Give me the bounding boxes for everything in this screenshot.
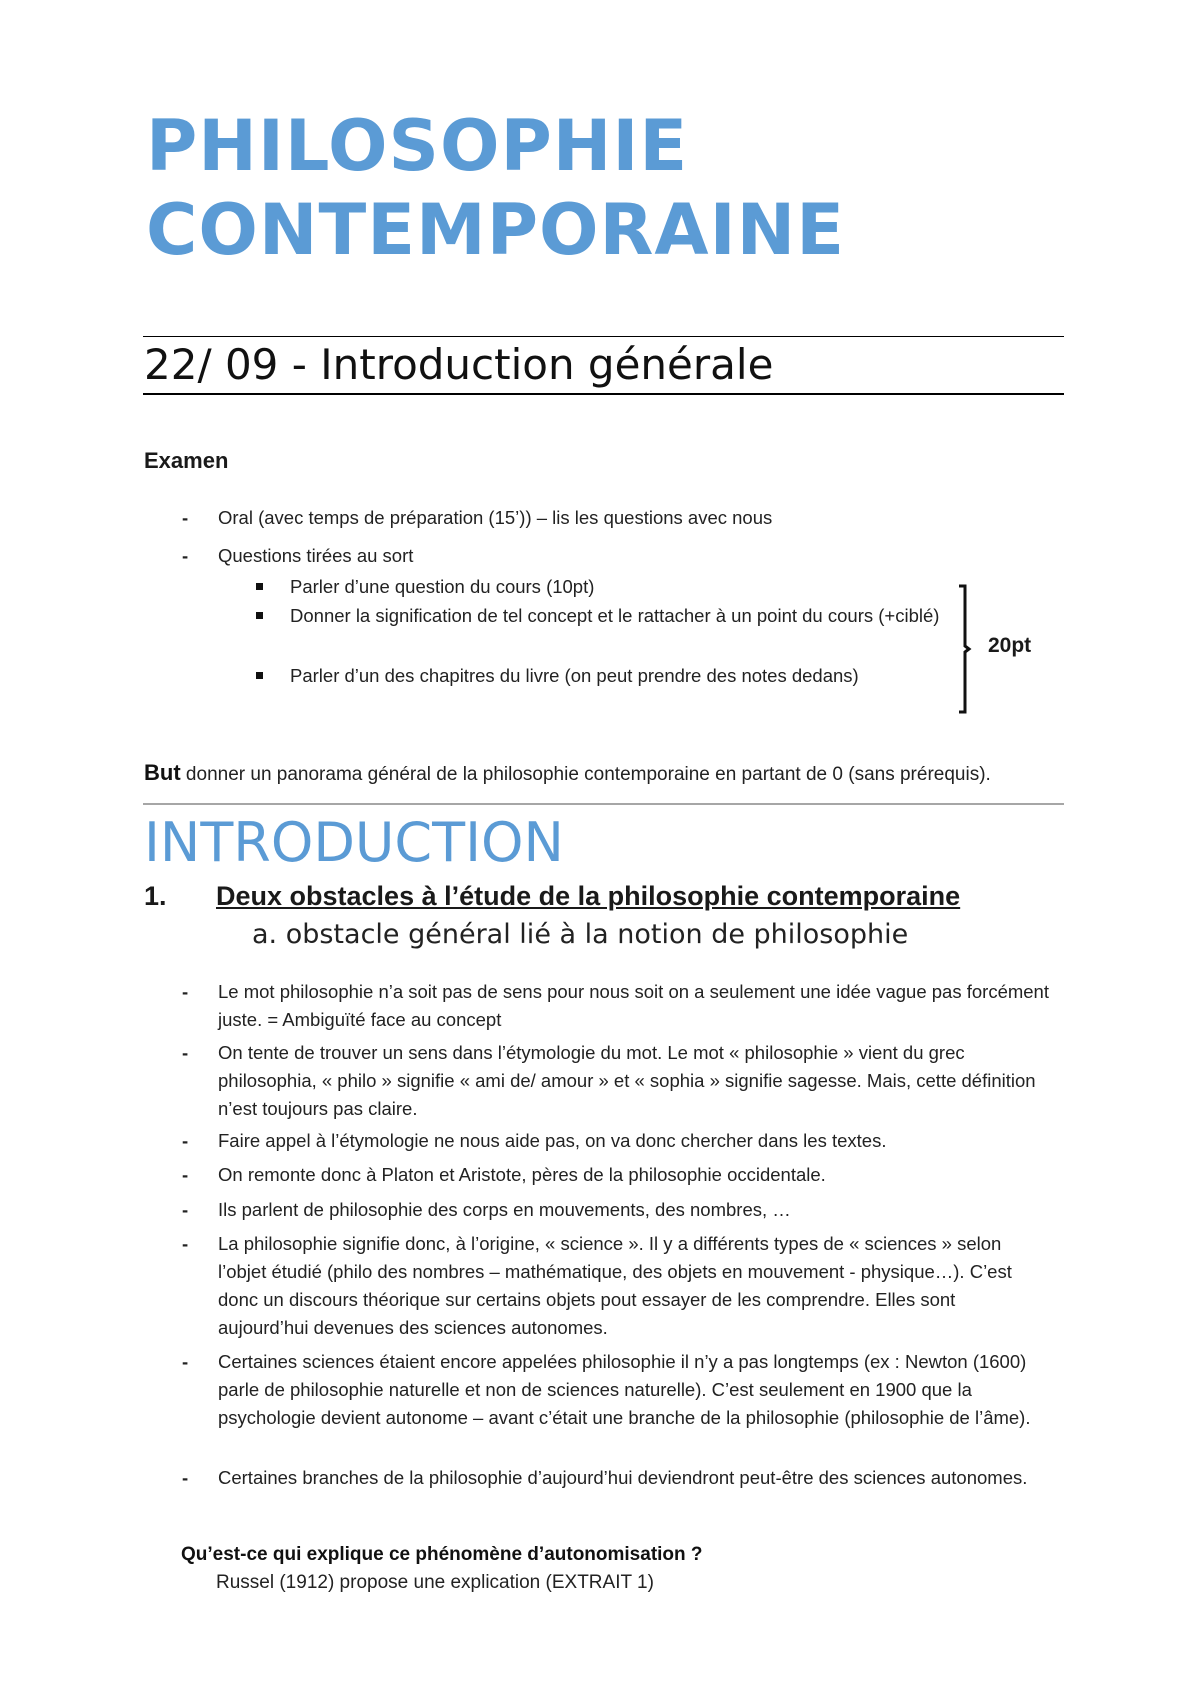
dash-bullet: - <box>182 1233 189 1254</box>
heading-bottom-rule <box>143 393 1064 395</box>
list-item: - On remonte donc à Platon et Aristote, pères de la philosophie occidentale. <box>218 1161 1048 1189</box>
sub-list-item: Donner la signification de tel concept et le rattacher à un point du cours (+ciblé) <box>290 601 950 630</box>
document-title <box>146 104 845 272</box>
square-bullet <box>256 672 263 679</box>
square-bullet <box>256 583 263 590</box>
heading-top-rule <box>143 336 1064 337</box>
date-heading: 22/ 09 - Introduction générale <box>144 340 774 389</box>
subsection-a-heading: a. obstacle général lié à la notion de philosophie <box>252 919 909 950</box>
goal-label: But <box>144 760 181 785</box>
list-item: - Oral (avec temps de préparation (15’)) – lis les questions avec nous <box>218 504 1048 532</box>
intro-heading: INTRODUCTION <box>144 811 564 874</box>
russel-note: Russel (1912) propose une explication (EXTRAIT 1) <box>216 1572 654 1593</box>
section-title: Deux obstacles à l’étude de la philosophie contemporaine <box>216 881 961 911</box>
intro-rule <box>143 803 1064 805</box>
list-item: - Questions tirées au sort <box>218 542 1048 570</box>
list-item: - On tente de trouver un sens dans l’étymologie du mot. Le mot « philosophie » vient du grec philosophia, « philo » signifie « ami de/ amour » et « sophia » signifie sagesse. Mais, cette définition n’est toujours pas claire. <box>218 1039 1058 1123</box>
title-line-2: CONTEMPORAINE <box>146 189 846 271</box>
dash-bullet: - <box>182 1130 189 1151</box>
exam-heading: Examen <box>144 448 229 473</box>
list-item: - Certaines sciences étaient encore appelées philosophie il n’y a pas longtemps (ex : Newton (1600) parle de philosophie naturelle et non de sciences naturelle). C’est seulement en 1900 que la psychologie devient autonome – avant c’était une branche de la philosophie (philosophie de l’âme). <box>218 1348 1068 1432</box>
list-item: - La philosophie signifie donc, à l’origine, « science ». Il y a différents types de « sciences » selon l’objet étudié (philo des nombres – mathématique, des objets en mouvement - physique…). C’est donc un discours théorique sur certains objets pout essayer de les comprendre. Elles sont aujourd’hui devenues des sciences autonomes. <box>218 1230 1048 1342</box>
square-bullet <box>256 612 263 619</box>
dash-bullet: - <box>182 981 189 1002</box>
goal-paragraph <box>144 758 991 790</box>
section-number: 1. <box>144 881 167 911</box>
list-item: - Ils parlent de philosophie des corps en mouvements, des nombres, … <box>218 1196 1048 1224</box>
dash-bullet: - <box>182 1042 189 1063</box>
right-brace-icon <box>955 584 979 714</box>
sub-list-item: Parler d’une question du cours (10pt) <box>290 572 950 601</box>
goal-text: donner un panorama général de la philosophie contemporaine en partant de 0 (sans prérequis). <box>180 764 991 785</box>
list-item: - Certaines branches de la philosophie d’aujourd’hui deviendront peut-être des sciences autonomes. <box>218 1464 1038 1492</box>
dash-bullet: - <box>182 1351 189 1372</box>
dash-bullet: - <box>182 545 189 566</box>
dash-bullet: - <box>182 1199 189 1220</box>
dash-bullet: - <box>182 1467 189 1488</box>
dash-bullet: - <box>182 507 189 528</box>
list-item: - Le mot philosophie n’a soit pas de sens pour nous soit on a seulement une idée vague pas forcément juste. = Ambiguïté face au concept <box>218 978 1058 1034</box>
title-line-1: PHILOSOPHIE <box>146 105 689 187</box>
list-item: - Faire appel à l’étymologie ne nous aide pas, on va donc chercher dans les textes. <box>218 1127 1048 1155</box>
points-label: 20pt <box>988 634 1032 657</box>
dash-bullet: - <box>182 1164 189 1185</box>
question-heading: Qu’est-ce qui explique ce phénomène d’autonomisation ? <box>181 1544 703 1565</box>
sub-list-item: Parler d’un des chapitres du livre (on peut prendre des notes dedans) <box>290 661 950 690</box>
